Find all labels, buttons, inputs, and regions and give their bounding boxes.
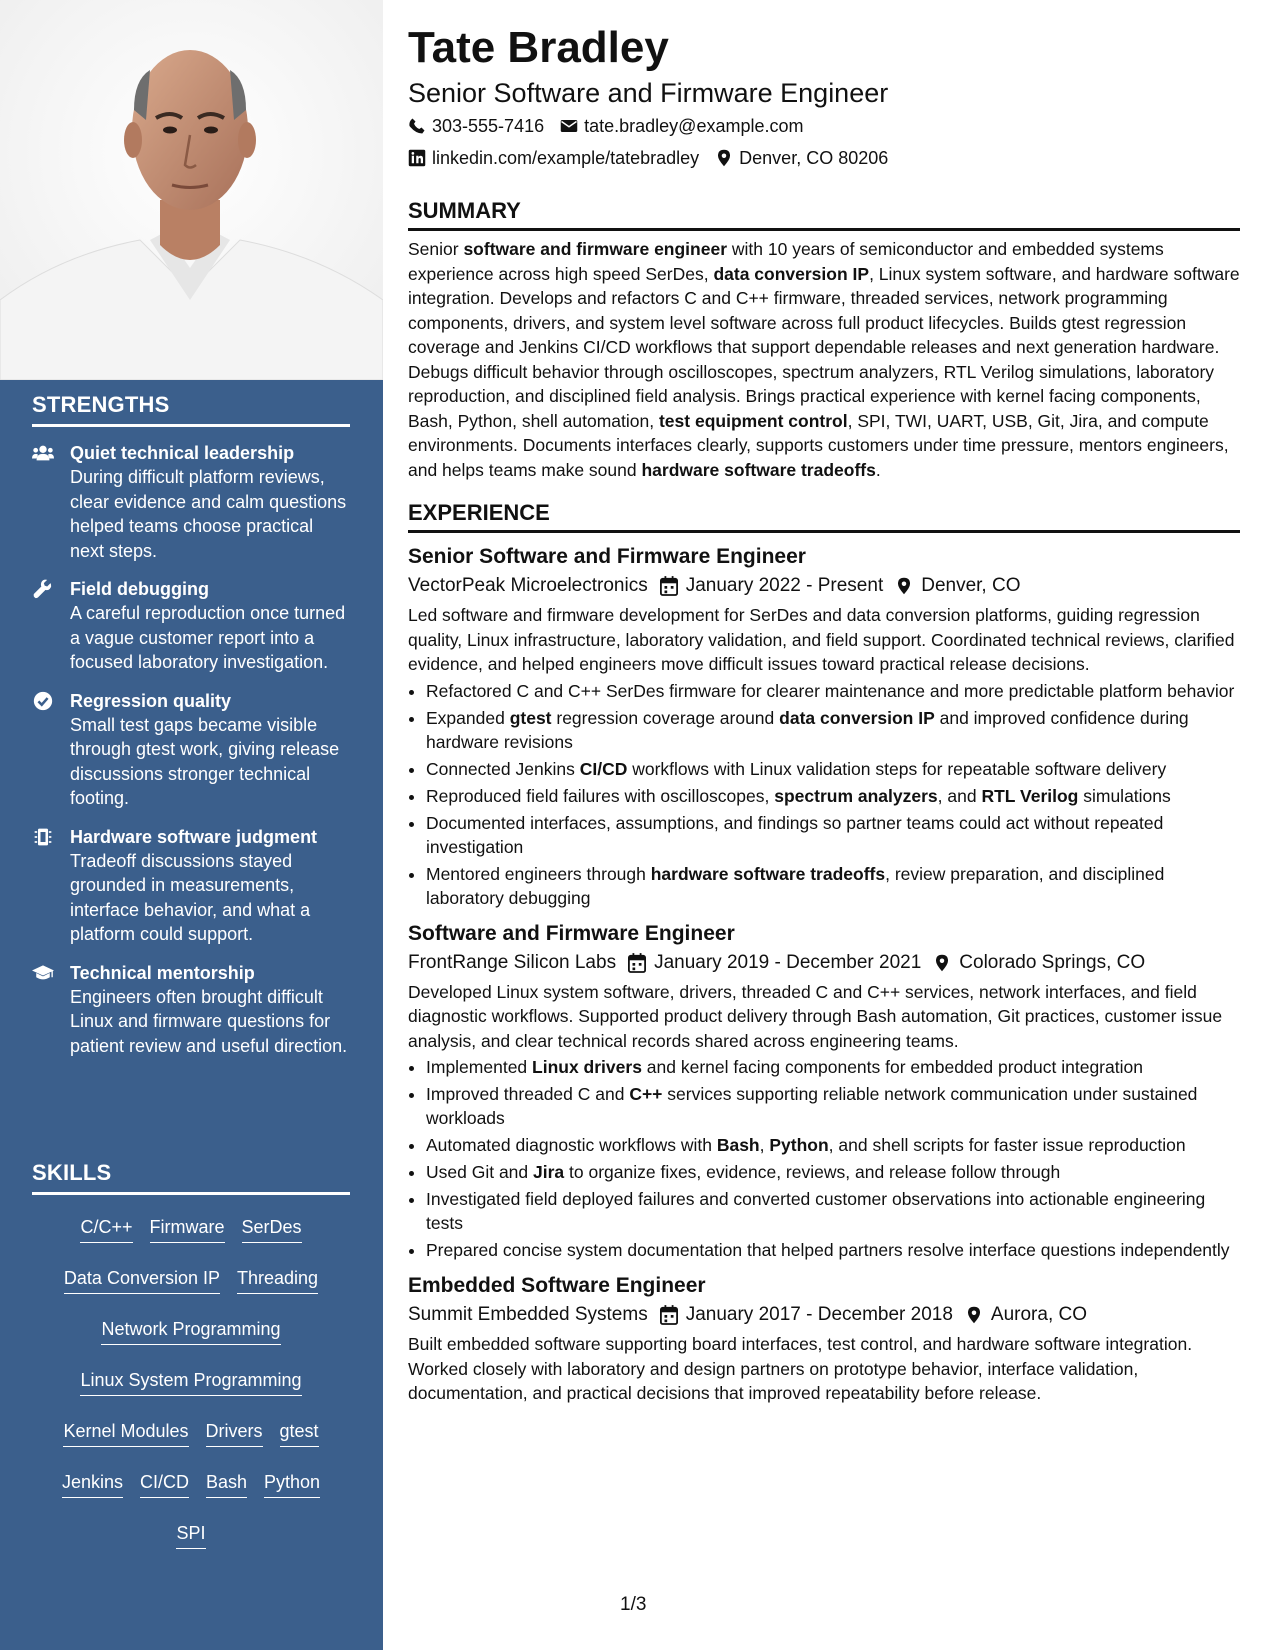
strength-item [32,577,350,675]
linkedin-item [408,142,699,174]
bullet-item: • Expanded gtest regression coverage around data conversion IP and improved confidence during hardware revisions [426,706,1240,754]
calendar-icon [660,576,678,596]
job-location-item [933,948,1145,978]
bullet-item: • Prepared concise system documentation that helped partners resolve interface questions independently [426,1238,1240,1262]
strength-title: Regression quality [70,690,232,711]
strength-title: Technical mentorship [70,962,255,983]
graduation-cap-icon [32,963,54,983]
strength-item [32,441,350,563]
strength-title: Field debugging [70,579,209,599]
job-description: Developed Linux system software, drivers, threaded C and C++ services, network interfaces, and field diagnostic workflows. Supported product delivery through Bash automation, Git practices, customer issue analysis, and clear technical records shared across engineering teams. [408,981,1223,1051]
skill-tag: SPI [176,1521,205,1549]
map-pin-icon [933,953,951,973]
skills-row [32,1515,350,1566]
bullet-item: • Documented interfaces, assumptions, and findings so partner teams could act without repeated investigation [426,811,1240,859]
email-item [560,110,803,142]
strength-desc: Small test gaps became visible through gtest work, giving release discussions stronger technical footing. [70,714,340,808]
bullet-item: • Investigated field deployed failures and converted customer observations into actionable engineering tests [426,1187,1240,1235]
skill-tag: Drivers [206,1419,263,1447]
job-location-item [965,1300,1087,1330]
contact-row [408,142,1240,174]
job-entry [408,543,1240,910]
calendar-icon [660,1305,678,1325]
job-description: Led software and firmware development for SerDes and data conversion platforms, guiding regression quality, Linux infrastructure, laboratory validation, and field support. Coordinated technical reviews, clarified evidence, and helped engineers move difficult issues toward practical release decisions. [408,605,1235,674]
skills-heading: SKILLS [32,1160,350,1195]
contact-row [408,110,1240,142]
company-name: FrontRange Silicon Labs [408,951,617,973]
skills-section [32,1160,350,1566]
strengths-heading: STRENGTHS [32,392,350,427]
skill-tag: Threading [237,1266,318,1294]
check-circle-icon [32,691,54,711]
summary-heading: SUMMARY [408,198,1240,231]
strength-item [32,689,350,811]
job-location: Colorado Springs, CO [959,951,1146,973]
job-dates: January 2019 - December 2021 [654,951,922,973]
strength-desc: A careful reproduction once turned a vague customer report into a focused laboratory investigation. [70,603,346,672]
job-dates: January 2017 - December 2018 [685,1304,953,1325]
calendar-icon [628,953,646,973]
job-dates-item [660,571,884,601]
phone-icon [408,117,426,135]
strength-desc: Tradeoff discussions stayed grounded in measurements, interface behavior, and what a platform could support. [70,850,311,944]
bullet-item: • Implemented Linux drivers and kernel facing components for embedded product integration [426,1055,1240,1079]
chip-icon [32,827,54,847]
job-entry [408,1272,1240,1406]
job-bullets [408,1055,1240,1262]
skill-tag: Bash [206,1470,247,1498]
phone-item [408,110,544,142]
envelope-icon [560,117,578,135]
bullet-item: • Reproduced field failures with oscilloscopes, spectrum analyzers, and RTL Verilog simulations [426,784,1240,808]
job-title: Software and Firmware Engineer [408,921,735,945]
job-meta [408,948,1240,978]
email-link[interactable]: tate.bradley@example.com [584,116,804,136]
bullet-item: • Connected Jenkins CI/CD workflows with Linux validation steps for repeatable software delivery [426,757,1240,781]
profile-photo [0,0,383,380]
wrench-icon [32,579,54,599]
phone-text[interactable]: 303-555-7416 [432,116,545,136]
skill-tag: Kernel Modules [63,1419,188,1447]
strength-title: Hardware software judgment [70,826,318,847]
experience-section [408,500,1240,1406]
skill-tag: C/C++ [80,1215,132,1243]
company-name: Summit Embedded Systems [408,1304,648,1325]
job-entry [408,920,1240,1263]
skill-tag: CI/CD [140,1470,189,1498]
skill-tag: Python [264,1470,320,1498]
bullet-item: • Used Git and Jira to organize fixes, evidence, reviews, and release follow through [426,1160,1240,1184]
map-pin-icon [715,149,733,167]
strength-item [32,825,350,947]
sidebar [0,0,383,1650]
main-content [408,20,1240,1406]
skill-tag: Data Conversion IP [64,1266,220,1294]
company-name: VectorPeak Microelectronics [408,575,648,596]
job-meta [408,571,1240,601]
portrait-image [0,0,383,380]
strength-item [32,961,350,1059]
job-location-item [895,571,1020,601]
bullet-item: • Mentored engineers through hardware software tradeoffs, review preparation, and disciplined laboratory debugging [426,862,1240,910]
skills-row [32,1209,350,1260]
linkedin-link[interactable]: linkedin.com/example/tatebradley [432,148,700,168]
job-dates: January 2022 - Present [685,575,884,596]
skill-tag: Linux System Programming [80,1368,301,1396]
map-pin-icon [965,1305,983,1325]
summary-text: Senior software and firmware engineer with 10 years of semiconductor and embedded systems experience across high speed SerDes, data conversion IP, Linux system software, and hardware software integration. Develops and refactors C and C++ firmware, threaded services, network programming components, drivers, and system level software across full product lifecycles. Builds gtest regression coverage and Jenkins CI/CD workflows that support dependable releases and next generation hardware. Debugs difficult behavior through oscilloscopes, spectrum analyzers, RTL Verilog simulations, laboratory reproduction, and disciplined field analysis. Brings practical experience with kernel facing components, Bash, Python, shell automation, test equipment control, SPI, TWI, UART, USB, Git, Jira, and compute environments. Documents interfaces clearly, supports customers under time pressure, mentors engineers, and helps teams make sound hardware software tradeoffs. [408,239,1240,480]
skill-tag: SerDes [242,1215,302,1243]
bullet-item: • Improved threaded C and C++ services supporting reliable network communication under sustained workloads [426,1082,1240,1130]
skills-row [32,1464,350,1515]
skill-tag: Network Programming [101,1317,280,1345]
skill-tag: Jenkins [62,1470,123,1498]
skills-row [32,1413,350,1464]
candidate-title: Senior Software and Firmware Engineer [408,78,889,108]
experience-heading: EXPERIENCE [408,500,1240,533]
map-pin-icon [895,576,913,596]
job-location: Denver, CO [921,575,1021,596]
strengths-section [32,392,350,1058]
job-meta [408,1300,1240,1330]
bullet-item: • Automated diagnostic workflows with Bash, Python, and shell scripts for faster issue reproduction [426,1133,1240,1157]
page-number: 1/3 [620,1594,647,1615]
job-title: Embedded Software Engineer [408,1274,706,1297]
job-description: Built embedded software supporting board interfaces, test control, and hardware software integration. Worked closely with laboratory and design partners on prototype behavior, interface validation, documentation, and practical decisions that improved repeatability before release. [408,1334,1193,1403]
job-bullets [408,679,1240,910]
skill-tag: gtest [280,1419,319,1447]
location-text: Denver, CO 80206 [739,148,889,168]
skills-list [32,1209,350,1566]
strength-desc: Engineers often brought difficult Linux and firmware questions for patient review and useful direction. [70,986,348,1056]
linkedin-icon [408,149,426,167]
job-dates-item [660,1300,953,1330]
job-title: Senior Software and Firmware Engineer [408,545,806,568]
candidate-name: Tate Bradley [408,23,669,72]
skills-row [32,1260,350,1311]
job-dates-item [628,948,921,978]
bullet-item: • Refactored C and C++ SerDes firmware for clearer maintenance and more predictable platform behavior [426,679,1240,703]
strength-title: Quiet technical leadership [70,443,295,463]
job-location: Aurora, CO [990,1304,1088,1325]
skills-row [32,1311,350,1362]
location-item [715,142,888,174]
strength-desc: During difficult platform reviews, clear evidence and calm questions helped teams choose practical next steps. [70,467,347,561]
summary-section [408,198,1240,482]
users-icon [32,443,54,463]
skill-tag: Firmware [150,1215,225,1243]
skills-row [32,1362,350,1413]
